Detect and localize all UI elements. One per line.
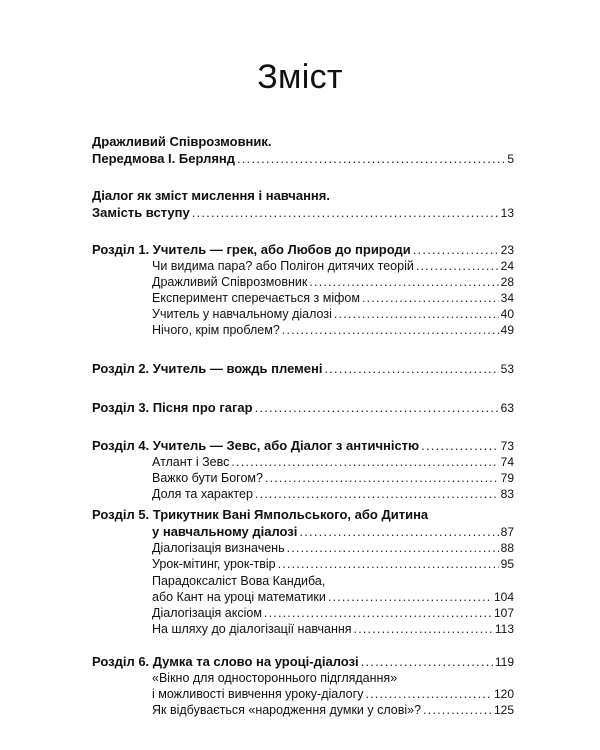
leader-dots: [309, 275, 498, 290]
toc-subentry[interactable]: [152, 487, 514, 502]
leader-dots: [237, 151, 505, 166]
toc-entry-title: Розділ 2. Учитель — вождь племені: [92, 361, 323, 376]
toc-subentry-title: Чи видима пара? або Полігон дитячих теорій: [152, 259, 414, 273]
toc-page-number: 74: [500, 455, 514, 469]
leader-dots: [278, 557, 499, 572]
toc-entry-foreword-line1: Дражливий Співрозмовник.: [92, 134, 272, 149]
toc-subentry-title: Діалогізація аксіом: [152, 606, 262, 620]
toc-subentry-title: і можливості вивчення уроку-діалогу: [152, 687, 364, 701]
leader-dots: [299, 524, 498, 539]
toc-subentry[interactable]: [152, 541, 514, 556]
toc-entry-title: Передмова І. Берлянд: [92, 151, 236, 166]
toc-subentry[interactable]: [152, 259, 514, 274]
toc-page-number: 24: [500, 259, 514, 273]
toc-entry-intro[interactable]: [92, 205, 514, 220]
toc-subentry-title: Доля та характер: [152, 487, 253, 501]
toc-subentry-title: Нічого, крім проблем?: [152, 323, 280, 337]
toc-subentry[interactable]: [152, 557, 514, 572]
toc-entry-chapter-5-line1: Розділ 5. Трикутник Вані Ямпольського, або Дитина: [92, 507, 429, 522]
toc-subentry-line1: Парадоксаліст Вова Кандиба,: [152, 574, 326, 588]
toc-page-number: 125: [493, 703, 514, 717]
leader-dots: [423, 703, 492, 718]
leader-dots: [328, 590, 492, 605]
toc-page-number: 28: [500, 275, 514, 289]
toc-entry-title: Розділ 4. Учитель — Зевс, або Діалог з античністю: [92, 438, 420, 453]
toc-entry-title: Замість вступу: [92, 205, 190, 220]
toc-entry-title: Розділ 6. Думка та слово на уроці-діалозі: [92, 654, 359, 669]
toc-subentry-line1: «Вікно для одностороннього підглядання»: [152, 671, 398, 685]
toc-subentry-title: Атлант і Зевс: [152, 455, 230, 469]
toc-page-number: 104: [493, 590, 514, 604]
toc-entry-title: у навчальному діалозі: [152, 524, 298, 539]
toc-page-number: 5: [507, 152, 514, 166]
toc-subentry-title: Діалогізація визначень: [152, 541, 285, 555]
toc-subentry[interactable]: [152, 687, 514, 702]
toc-entry-chapter-6[interactable]: [92, 654, 514, 669]
toc-page-number: 63: [500, 401, 514, 415]
leader-dots: [413, 242, 499, 257]
toc-page-number: 120: [493, 687, 514, 701]
toc-entry-title: Розділ 1. Учитель — грек, або Любов до природи: [92, 242, 411, 257]
toc-page-number: 73: [500, 439, 514, 453]
toc-subentry[interactable]: [152, 275, 514, 290]
toc-subentry-title: Учитель у навчальному діалозі: [152, 307, 332, 321]
toc-page-number: 107: [493, 606, 514, 620]
toc-subentry[interactable]: [152, 455, 514, 470]
toc-page-number: 23: [500, 243, 514, 257]
toc-subentry-title: або Кант на уроці математики: [152, 590, 326, 604]
leader-dots: [361, 654, 493, 669]
toc-page-number: 13: [500, 206, 514, 220]
toc-entry-chapter-4[interactable]: [92, 438, 514, 453]
toc-subentry[interactable]: [152, 307, 514, 322]
toc-page-number: 83: [500, 487, 514, 501]
leader-dots: [416, 259, 499, 274]
toc-subentry[interactable]: [152, 291, 514, 306]
toc-page-number: 53: [500, 362, 514, 376]
leader-dots: [362, 291, 499, 306]
toc-subentry-title: Дражливий Співрозмовник: [152, 275, 308, 289]
toc-page-number: 87: [500, 525, 514, 539]
toc-entry-chapter-2[interactable]: [92, 361, 514, 376]
toc-subentry[interactable]: [152, 471, 514, 486]
toc-entry-chapter-3[interactable]: [92, 400, 514, 415]
leader-dots: [255, 487, 499, 502]
toc-page-number: 88: [500, 541, 514, 555]
leader-dots: [231, 455, 498, 470]
toc-page-number: 79: [500, 471, 514, 485]
toc-subentry[interactable]: [152, 703, 514, 718]
toc-entry-chapter-5[interactable]: [152, 524, 514, 539]
toc-entry-intro-line1: Діалог як зміст мислення і навчання.: [92, 188, 330, 203]
page-title: Зміст: [257, 58, 343, 96]
toc-page-number: 34: [500, 291, 514, 305]
toc-subentry-title: Важко бути Богом?: [152, 471, 263, 485]
toc-subentry[interactable]: [152, 606, 514, 621]
toc-subentry[interactable]: [152, 590, 514, 605]
leader-dots: [334, 307, 499, 322]
leader-dots: [421, 438, 498, 453]
toc-page-number: 113: [494, 622, 514, 636]
toc-subentry-title: Як відбувається «народження думки у слові»?: [152, 703, 422, 717]
leader-dots: [265, 471, 499, 486]
toc-entry-foreword[interactable]: [92, 151, 514, 166]
toc-entry-chapter-1[interactable]: [92, 242, 514, 257]
toc-page-number: 119: [494, 655, 514, 669]
toc-subentry-title: Урок-мітинг, урок-твір: [152, 557, 276, 571]
leader-dots: [324, 361, 498, 376]
leader-dots: [264, 606, 492, 621]
leader-dots: [365, 687, 492, 702]
toc-subentry[interactable]: [152, 622, 514, 637]
toc-page-number: 49: [500, 323, 514, 337]
leader-dots: [255, 400, 499, 415]
toc-page-number: 95: [500, 557, 514, 571]
toc-subentry[interactable]: [152, 323, 514, 338]
leader-dots: [192, 205, 499, 220]
toc-subentry-title: Експеримент сперечається з міфом: [152, 291, 360, 305]
leader-dots: [354, 622, 493, 637]
toc-entry-title: Розділ 3. Пісня про гагар: [92, 400, 253, 415]
toc-page-number: 40: [500, 307, 514, 321]
leader-dots: [282, 323, 499, 338]
leader-dots: [287, 541, 499, 556]
toc-subentry-title: На шляху до діалогізації навчання: [152, 622, 352, 636]
